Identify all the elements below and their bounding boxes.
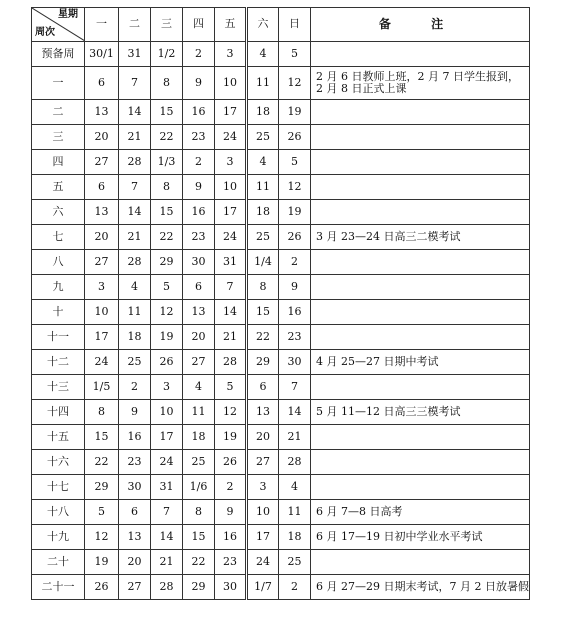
- date-cell: 10: [215, 175, 247, 200]
- date-cell: 1/7: [247, 575, 279, 600]
- week-label: 十五: [32, 425, 85, 450]
- date-cell: 11: [247, 175, 279, 200]
- date-cell: 25: [279, 550, 311, 575]
- date-cell: 19: [279, 200, 311, 225]
- week-label: 十八: [32, 500, 85, 525]
- date-cell: 30: [279, 350, 311, 375]
- note-line: 3 月 23—24 日高三二模考试: [316, 229, 461, 243]
- date-cell: 18: [183, 425, 215, 450]
- date-cell: 2: [215, 475, 247, 500]
- week-label: 十七: [32, 475, 85, 500]
- date-cell: 20: [119, 550, 151, 575]
- date-cell: 3: [215, 150, 247, 175]
- header-day-sat: 六: [247, 8, 279, 42]
- date-cell: 29: [151, 250, 183, 275]
- date-cell: 14: [279, 400, 311, 425]
- date-cell: 7: [119, 175, 151, 200]
- week-row: [32, 250, 530, 275]
- date-cell: 18: [279, 525, 311, 550]
- date-cell: 29: [85, 475, 119, 500]
- date-cell: 17: [151, 425, 183, 450]
- week-label: 二十一: [32, 575, 85, 600]
- date-cell: 2: [183, 42, 215, 67]
- week-row: [32, 150, 530, 175]
- date-cell: 2: [119, 375, 151, 400]
- note-cell: [311, 575, 530, 600]
- header-day-tue: 二: [119, 8, 151, 42]
- week-row: [32, 300, 530, 325]
- date-cell: 25: [247, 225, 279, 250]
- date-cell: 9: [215, 500, 247, 525]
- date-cell: 2: [279, 575, 311, 600]
- date-cell: 14: [151, 525, 183, 550]
- date-cell: 23: [119, 450, 151, 475]
- date-cell: 9: [279, 275, 311, 300]
- week-row: [32, 525, 530, 550]
- date-cell: 8: [247, 275, 279, 300]
- week-row: [32, 42, 530, 67]
- date-cell: 21: [215, 325, 247, 350]
- date-cell: 24: [151, 450, 183, 475]
- date-cell: 1/3: [151, 150, 183, 175]
- date-cell: 15: [183, 525, 215, 550]
- date-cell: 22: [151, 225, 183, 250]
- date-cell: 3: [85, 275, 119, 300]
- date-cell: 28: [119, 250, 151, 275]
- date-cell: 10: [215, 67, 247, 100]
- note-cell: [311, 450, 530, 475]
- date-cell: 7: [119, 67, 151, 100]
- header-day-thu: 四: [183, 8, 215, 42]
- header-day-wed: 三: [151, 8, 183, 42]
- note-cell: [311, 150, 530, 175]
- note-cell: [311, 475, 530, 500]
- date-cell: 11: [279, 500, 311, 525]
- date-cell: 22: [151, 125, 183, 150]
- date-cell: 21: [119, 225, 151, 250]
- date-cell: 28: [279, 450, 311, 475]
- week-label: 七: [32, 225, 85, 250]
- note-cell: [311, 525, 530, 550]
- date-cell: 5: [279, 150, 311, 175]
- week-label: 十六: [32, 450, 85, 475]
- note-cell: [311, 550, 530, 575]
- date-cell: 7: [279, 375, 311, 400]
- note-line: 6 月 7—8 日高考: [316, 504, 403, 518]
- date-cell: 14: [119, 100, 151, 125]
- header-day-sun: 日: [279, 8, 311, 42]
- date-cell: 20: [85, 225, 119, 250]
- date-cell: 26: [151, 350, 183, 375]
- note-line: 6 月 17—19 日初中学业水平考试: [316, 529, 483, 543]
- date-cell: 13: [183, 300, 215, 325]
- date-cell: 17: [215, 100, 247, 125]
- date-cell: 26: [279, 225, 311, 250]
- date-cell: 14: [119, 200, 151, 225]
- date-cell: 9: [183, 67, 215, 100]
- date-cell: 22: [247, 325, 279, 350]
- note-cell: [311, 225, 530, 250]
- date-cell: 22: [85, 450, 119, 475]
- date-cell: 12: [279, 67, 311, 100]
- week-label: 四: [32, 150, 85, 175]
- date-cell: 6: [247, 375, 279, 400]
- note-cell: [311, 125, 530, 150]
- date-cell: 10: [247, 500, 279, 525]
- note-cell: [311, 325, 530, 350]
- week-label: 预备周: [32, 42, 85, 67]
- date-cell: 11: [119, 300, 151, 325]
- note-cell: [311, 500, 530, 525]
- note-line: 2 月 6 日教师上班，2 月 7 日学生报到，: [316, 69, 519, 83]
- date-cell: 31: [119, 42, 151, 67]
- note-cell: [311, 350, 530, 375]
- date-cell: 21: [279, 425, 311, 450]
- date-cell: 19: [85, 550, 119, 575]
- note-line: 2 月 8 日正式上课: [316, 82, 407, 95]
- date-cell: 26: [215, 450, 247, 475]
- date-cell: 20: [85, 125, 119, 150]
- date-cell: 14: [215, 300, 247, 325]
- date-cell: 19: [215, 425, 247, 450]
- corner-cell: [32, 8, 85, 42]
- week-row: [32, 200, 530, 225]
- date-cell: 15: [247, 300, 279, 325]
- corner-top-label: 星期: [58, 9, 78, 20]
- date-cell: 19: [279, 100, 311, 125]
- date-cell: 7: [151, 500, 183, 525]
- week-row: [32, 125, 530, 150]
- date-cell: 11: [247, 67, 279, 100]
- week-label: 十: [32, 300, 85, 325]
- note-cell: [311, 275, 530, 300]
- date-cell: 28: [151, 575, 183, 600]
- date-cell: 8: [151, 67, 183, 100]
- date-cell: 12: [215, 400, 247, 425]
- week-row: [32, 400, 530, 425]
- date-cell: 19: [151, 325, 183, 350]
- date-cell: 22: [183, 550, 215, 575]
- note-cell: [311, 425, 530, 450]
- note-cell: [311, 375, 530, 400]
- date-cell: 23: [183, 125, 215, 150]
- date-cell: 15: [151, 100, 183, 125]
- week-label: 一: [32, 67, 85, 100]
- date-cell: 11: [183, 400, 215, 425]
- date-cell: 12: [85, 525, 119, 550]
- header-note: [311, 8, 530, 42]
- date-cell: 3: [247, 475, 279, 500]
- date-cell: 16: [215, 525, 247, 550]
- date-cell: 5: [279, 42, 311, 67]
- date-cell: 24: [247, 550, 279, 575]
- note-cell: [311, 300, 530, 325]
- date-cell: 6: [183, 275, 215, 300]
- date-cell: 16: [279, 300, 311, 325]
- date-cell: 31: [151, 475, 183, 500]
- week-label: 十九: [32, 525, 85, 550]
- date-cell: 17: [247, 525, 279, 550]
- calendar-table: [31, 7, 530, 600]
- date-cell: 21: [119, 125, 151, 150]
- date-cell: 28: [119, 150, 151, 175]
- date-cell: 7: [215, 275, 247, 300]
- week-row: [32, 575, 530, 600]
- week-label: 十一: [32, 325, 85, 350]
- date-cell: 2: [279, 250, 311, 275]
- week-label: 九: [32, 275, 85, 300]
- week-label: 五: [32, 175, 85, 200]
- date-cell: 30: [183, 250, 215, 275]
- date-cell: 27: [85, 250, 119, 275]
- note-line: 5 月 11—12 日高三三模考试: [316, 404, 461, 418]
- header-note-label: 备 注: [378, 16, 462, 31]
- date-cell: 27: [119, 575, 151, 600]
- note-cell: [311, 400, 530, 425]
- date-cell: 2: [183, 150, 215, 175]
- date-cell: 23: [183, 225, 215, 250]
- date-cell: 15: [85, 425, 119, 450]
- date-cell: 8: [85, 400, 119, 425]
- date-cell: 12: [151, 300, 183, 325]
- date-cell: 4: [247, 150, 279, 175]
- school-calendar: [31, 7, 530, 600]
- date-cell: 15: [151, 200, 183, 225]
- week-label: 二: [32, 100, 85, 125]
- date-cell: 5: [85, 500, 119, 525]
- week-row: [32, 425, 530, 450]
- date-cell: 10: [85, 300, 119, 325]
- date-cell: 6: [85, 67, 119, 100]
- week-row: [32, 67, 530, 100]
- date-cell: 20: [183, 325, 215, 350]
- header-day-fri: 五: [215, 8, 247, 42]
- week-row: [32, 500, 530, 525]
- corner-bottom-label: 周次: [35, 27, 55, 38]
- note-cell: [311, 67, 530, 100]
- date-cell: 29: [183, 575, 215, 600]
- date-cell: 6: [119, 500, 151, 525]
- header-day-mon: 一: [85, 8, 119, 42]
- date-cell: 1/2: [151, 42, 183, 67]
- date-cell: 26: [85, 575, 119, 600]
- date-cell: 3: [151, 375, 183, 400]
- date-cell: 16: [183, 100, 215, 125]
- week-row: [32, 225, 530, 250]
- date-cell: 13: [85, 200, 119, 225]
- date-cell: 5: [215, 375, 247, 400]
- date-cell: 1/4: [247, 250, 279, 275]
- date-cell: 12: [279, 175, 311, 200]
- week-row: [32, 350, 530, 375]
- date-cell: 18: [247, 100, 279, 125]
- note-cell: [311, 42, 530, 67]
- note-line: 4 月 25—27 日期中考试: [316, 354, 439, 368]
- week-row: [32, 375, 530, 400]
- header-row: [32, 8, 530, 42]
- date-cell: 9: [119, 400, 151, 425]
- week-label: 六: [32, 200, 85, 225]
- week-label: 二十: [32, 550, 85, 575]
- note-cell: [311, 250, 530, 275]
- date-cell: 27: [85, 150, 119, 175]
- week-label: 八: [32, 250, 85, 275]
- date-cell: 1/5: [85, 375, 119, 400]
- week-label: 十二: [32, 350, 85, 375]
- week-label: 十三: [32, 375, 85, 400]
- date-cell: 1/6: [183, 475, 215, 500]
- date-cell: 17: [85, 325, 119, 350]
- date-cell: 29: [247, 350, 279, 375]
- date-cell: 18: [247, 200, 279, 225]
- week-row: [32, 275, 530, 300]
- date-cell: 13: [85, 100, 119, 125]
- week-label: 三: [32, 125, 85, 150]
- date-cell: 4: [247, 42, 279, 67]
- date-cell: 5: [151, 275, 183, 300]
- date-cell: 4: [119, 275, 151, 300]
- date-cell: 13: [247, 400, 279, 425]
- date-cell: 30/1: [85, 42, 119, 67]
- note-cell: [311, 200, 530, 225]
- date-cell: 26: [279, 125, 311, 150]
- date-cell: 27: [183, 350, 215, 375]
- date-cell: 16: [119, 425, 151, 450]
- date-cell: 23: [279, 325, 311, 350]
- date-cell: 18: [119, 325, 151, 350]
- week-row: [32, 175, 530, 200]
- date-cell: 30: [119, 475, 151, 500]
- week-row: [32, 450, 530, 475]
- date-cell: 27: [247, 450, 279, 475]
- date-cell: 25: [119, 350, 151, 375]
- note-cell: [311, 100, 530, 125]
- week-row: [32, 475, 530, 500]
- date-cell: 28: [215, 350, 247, 375]
- date-cell: 6: [85, 175, 119, 200]
- date-cell: 8: [183, 500, 215, 525]
- week-row: [32, 550, 530, 575]
- date-cell: 16: [183, 200, 215, 225]
- note-line: 6 月 27—29 日期末考试，7 月 2 日放暑假: [316, 579, 529, 593]
- note-cell: [311, 175, 530, 200]
- date-cell: 30: [215, 575, 247, 600]
- week-row: [32, 100, 530, 125]
- week-row: [32, 325, 530, 350]
- date-cell: 23: [215, 550, 247, 575]
- date-cell: 20: [247, 425, 279, 450]
- date-cell: 21: [151, 550, 183, 575]
- date-cell: 4: [183, 375, 215, 400]
- date-cell: 3: [215, 42, 247, 67]
- date-cell: 24: [85, 350, 119, 375]
- week-label: 十四: [32, 400, 85, 425]
- date-cell: 25: [247, 125, 279, 150]
- date-cell: 17: [215, 200, 247, 225]
- date-cell: 9: [183, 175, 215, 200]
- date-cell: 4: [279, 475, 311, 500]
- date-cell: 25: [183, 450, 215, 475]
- date-cell: 8: [151, 175, 183, 200]
- date-cell: 31: [215, 250, 247, 275]
- date-cell: 10: [151, 400, 183, 425]
- date-cell: 24: [215, 225, 247, 250]
- date-cell: 24: [215, 125, 247, 150]
- date-cell: 13: [119, 525, 151, 550]
